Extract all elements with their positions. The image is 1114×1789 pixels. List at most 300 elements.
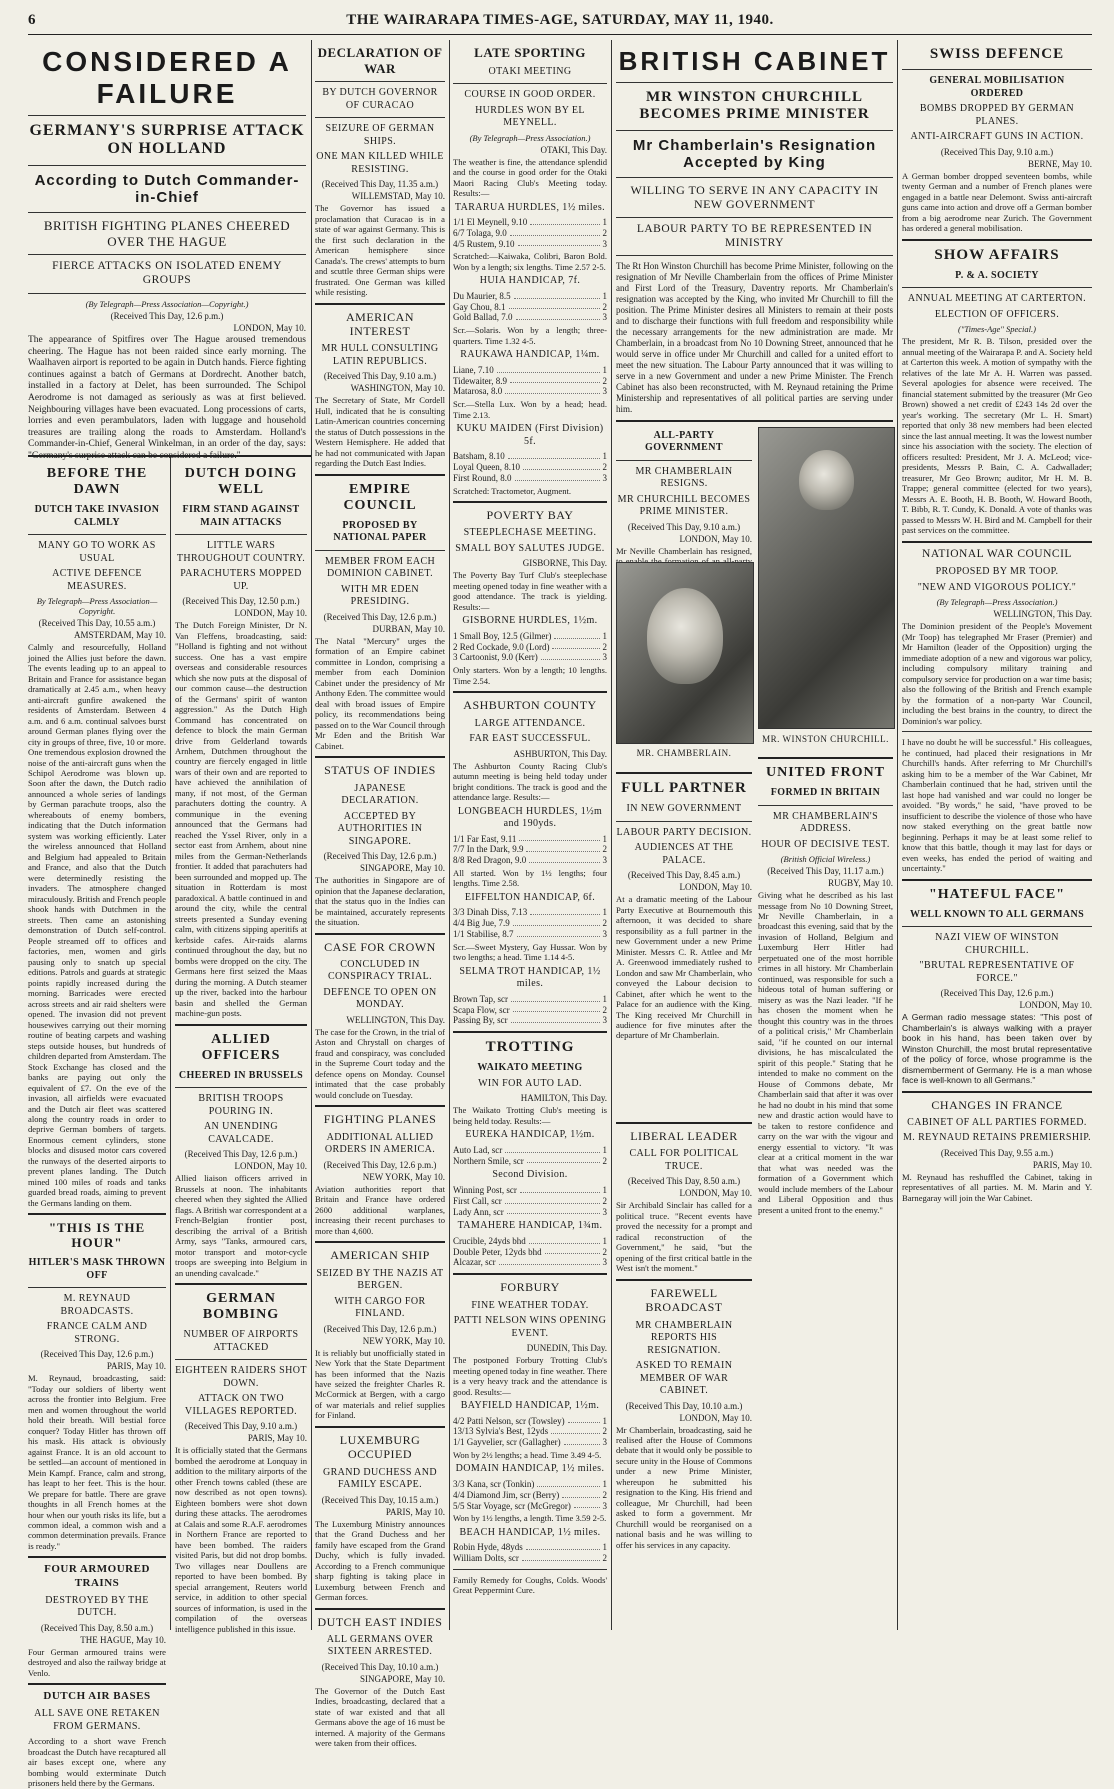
story-subhead: AUDIENCES AT THE PALACE. (634, 842, 734, 866)
horse-name: Liane, 7.10 (453, 364, 494, 375)
story-subhead: BOMBS DROPPED BY GERMAN PLANES. (919, 103, 1075, 127)
received-time: (Received This Day, 8.50 a.m.) (40, 1622, 154, 1633)
dateline: DURBAN, May 10. (372, 623, 445, 634)
race-results (453, 291, 607, 323)
dateline: DUNEDIN, This Day. (526, 1343, 607, 1354)
race-note: Only starters. Won by a length; 10 lengths. Time 2.54. (453, 665, 607, 686)
race-results (453, 994, 607, 1026)
dateline: LONDON, May 10. (233, 323, 306, 334)
horse-name: Du Maurier, 8.5 (453, 290, 511, 301)
story-headline: FIGHTING PLANES (323, 1112, 437, 1127)
race-result-row (453, 473, 607, 484)
cabinet-subhead: Mr Chamberlain's Resignation Accepted by King (632, 136, 877, 171)
dateline: LONDON, May 10. (234, 608, 307, 619)
story-headline: ASHBURTON COUNTY (463, 698, 597, 713)
placing: 2 (602, 1426, 607, 1437)
race-results (453, 1416, 607, 1448)
horse-name: 8/8 Red Dragon, 9.0 (453, 855, 527, 866)
article-body: Sir Archibald Sinclair has called for a political truce. "Recent events have proved the necessity for a prompt and radical reconstruction of the Government," he said, "but the opening of the first critical battle in the West isn't the moment." (616, 1200, 752, 1274)
horse-name: 1/1 Stabilise, 8.7 (453, 928, 514, 939)
race-result-row (453, 642, 607, 653)
received-time: (Received This Day, 8.50 a.m.) (627, 1176, 741, 1187)
horse-name: 4/5 Rustem, 9.10 (453, 238, 515, 249)
horse-name: 3 Cartoonist, 9.0 (Kerr) (453, 652, 538, 663)
race-title: GISBORNE HURDLES, 1½m. (462, 615, 598, 627)
article-body: At a dramatic meeting of the Labour Party Executive at Bournemouth this afternoon, it was decided to share responsibility as a full partner in the new Government under a new Prime Minister. Messrs C. R. Attlee and Mr A. Greenwood immediately rushed to London and saw Mr Chamberlain, who conveyed the Labour decision to Cabinet, after which he went to the Palace for an audience with the King. The King received Mr Churchill in audience for five minutes after the departure of Mr Chamberlain. (616, 894, 752, 1041)
race-result-row (453, 652, 607, 663)
horse-name: 4/4 Diamond Jim, scr (Berry) (453, 1489, 560, 1500)
story-subhead: "NEW AND VIGOROUS POLICY." (917, 581, 1077, 593)
received-time: (Received This Day, 10.15 a.m.) (321, 1494, 439, 1505)
article-body: The Waikato Trotting Club's meeting is being held today. Results:— (453, 1105, 607, 1126)
story-subhead: MANY GO TO WORK AS USUAL (38, 540, 156, 564)
horse-name: William Dolts, scr (453, 1553, 519, 1564)
horse-name: Winning Post, scr (453, 1184, 517, 1195)
story-subhead: CALL FOR POLITICAL TRUCE. (629, 1148, 739, 1172)
horse-name: Loyal Queen, 8.10 (453, 461, 520, 472)
horse-name: 1/1 Far East, 9.11 (453, 833, 517, 844)
race-result-row (453, 228, 607, 239)
story-subhead: FORMED IN BRITAIN (770, 787, 881, 799)
race-title: BAYFIELD HANDICAP, 1½m. (460, 1400, 600, 1412)
story-subhead: ALL GERMANS OVER SIXTEEN ARRESTED. (326, 1633, 434, 1658)
story-subhead: LABOUR PARTY DECISION. (616, 826, 752, 838)
received-time: (Received This Day, 12.50 p.m.) (182, 596, 300, 607)
race-result-row (453, 1185, 607, 1196)
race-result-row (453, 1145, 607, 1156)
lead-story (28, 40, 306, 461)
story-subhead: LITTLE WARS THROUGHOUT COUNTRY. (176, 540, 306, 564)
race-result-row (453, 1426, 607, 1437)
horse-name: 4/2 Patti Nelson, scr (Towsley) (453, 1415, 565, 1426)
dateline: PARIS, May 10. (1032, 1159, 1092, 1170)
story-subhead: NAZI VIEW OF WINSTON CHURCHILL. (935, 932, 1059, 956)
placing: 2 (602, 1195, 607, 1206)
chamberlain-photo (616, 562, 754, 744)
story-subhead: MR CHAMBERLAIN REPORTS HIS RESIGNATION. (635, 1319, 733, 1356)
article-body: The case for the Crown, in the trial of Aston and Chrystall on charges of fraud and conspiracy, was concluded in the Supreme Court today and the defence opens on Monday. Counsel intimated that the case probably would conclude on Tuesday. (315, 1026, 445, 1100)
story-subhead: HOUR OF DECISIVE TEST. (761, 838, 890, 850)
column-1a (28, 460, 167, 1789)
story-subhead: ALL SAVE ONE RETAKEN FROM GERMANS. (34, 1708, 160, 1732)
race-result-row (453, 312, 607, 323)
race-title: TAMAHERE HANDICAP, 1¾m. (457, 1220, 603, 1232)
race-result-row (453, 1501, 607, 1512)
race-note: Scratched: Tractometor, Augment. (453, 485, 572, 496)
story-subhead: NUMBER OF AIRPORTS ATTACKED (183, 1329, 299, 1353)
placing: 2 (602, 375, 607, 386)
story-headline: ALLIED OFFICERS (201, 1031, 281, 1063)
horse-name: Gay Chou, 8.1 (453, 301, 506, 312)
placing: 2 (602, 918, 607, 929)
race-title: KUKU MAIDEN (First Division) 5f. (456, 423, 604, 447)
story-headline: DUTCH EAST INDIES (317, 1614, 443, 1629)
horse-name: First Call, scr (453, 1195, 502, 1206)
placing: 2 (602, 461, 607, 472)
placing: 1 (602, 217, 607, 228)
dateline: PARIS, May 10. (106, 1361, 166, 1372)
race-result-row (453, 907, 607, 918)
story-headline: FULL PARTNER (621, 779, 747, 796)
dateline: AMSTERDAM, May 10. (73, 630, 166, 641)
story-subhead: BRITISH TROOPS POURING IN. (198, 1093, 284, 1117)
story-headline: NATIONAL WAR COUNCIL (922, 547, 1072, 560)
story-subhead: IN NEW GOVERNMENT (626, 803, 742, 815)
story-subhead: CABINET OF ALL PARTIES FORMED. (907, 1116, 1087, 1128)
received-time: (Received This Day, 12.6 p.m.) (323, 1159, 437, 1170)
horse-name: Gold Ballad, 7.0 (453, 312, 513, 323)
horse-name: Matarosa, 8.0 (453, 386, 503, 397)
placing: 1 (602, 1542, 607, 1553)
story-subhead: BY DUTCH GOVERNOR OF CURACAO (322, 87, 438, 111)
byline: ("Times-Age" Special.) (958, 324, 1036, 335)
placing: 2 (602, 1004, 607, 1015)
race-result-row (453, 918, 607, 929)
dateline: GISBORNE, This Day. (522, 558, 607, 569)
article-body: Aviation authorities report that Britain and France have ordered 2600 additional warplanes, increasing their recent purchases to more than 4,600. (315, 1183, 445, 1236)
story-subhead: MEMBER FROM EACH DOMINION CABINET. (324, 555, 436, 580)
lead-subhead: GERMANY'S SURPRISE ATTACK ON HOLLAND (29, 122, 305, 158)
placing: 3 (602, 1437, 607, 1448)
race-results (453, 1542, 607, 1564)
article-body: Mr Neville Chamberlain has resigned, (616, 545, 752, 556)
race-result-row (453, 1156, 607, 1167)
horse-name: 1 Small Boy, 12.5 (Gilmer) (453, 630, 552, 641)
article-body: The weather is fine, the attendance splendid and the course in good order for the Otaki Maori Racing Club's Meeting today. Results:— (453, 156, 607, 199)
received-time: (Received This Day, 10.55 a.m.) (38, 618, 156, 629)
dateline: PARIS, May 10. (385, 1506, 445, 1517)
article-body: It is reliably but unofficially stated in New York that the State Department has been informed that the Nazis have seized the freighter Charles R. McCormick at Bergen, with a cargo of war materials and relief supplies for Finland. (315, 1347, 445, 1421)
race-result-row (453, 994, 607, 1005)
story-subhead: WIN FOR AUTO LAD. (478, 1077, 582, 1089)
placing: 2 (602, 1246, 607, 1257)
race-note: Won by 2½ lengths; a head. Time 3.49 4-5. (453, 1449, 602, 1460)
race-title: RAUKAWA HANDICAP, 1¼m. (460, 349, 600, 361)
placing: 1 (602, 451, 607, 462)
race-result-row (453, 302, 607, 313)
horse-name: 1/1 El Meynell, 9.10 (453, 217, 528, 228)
horse-name: Northern Smile, scr (453, 1155, 524, 1166)
race-note: Scr.—Sweet Mystery, Gay Hussar. Won by two lengths; a head. Time 1.14 4-5. (453, 941, 607, 963)
received-time: (Received This Day, 9.10 a.m.) (323, 371, 437, 382)
story-subhead: STEEPLECHASE MEETING. (463, 527, 597, 539)
placing: 2 (602, 844, 607, 855)
dateline: LONDON, May 10. (1019, 1000, 1092, 1011)
race-result-row (453, 376, 607, 387)
story-headline: LATE SPORTING (474, 45, 586, 60)
received-time: (Received This Day, 12.6 p.m.) (323, 851, 437, 862)
byline: (British Official Wireless.) (780, 854, 871, 865)
story-headline: AMERICAN SHIP (330, 1248, 430, 1263)
received-time: (Received This Day, 11.35 a.m.) (321, 179, 439, 190)
story-subhead: FINE WEATHER TODAY. (471, 1299, 589, 1311)
lead-subhead: FIERCE ATTACKS ON ISOLATED ENEMY GROUPS (52, 260, 282, 287)
received-time: (Received This Day, 12.6 p.m.) (110, 311, 224, 322)
story-headline: "THIS IS THE HOUR" (48, 1220, 146, 1251)
dateline: WELLINGTON, This Day. (993, 609, 1092, 620)
byline: (By Telegraph—Press Association.) (469, 132, 591, 143)
placing: 3 (602, 1015, 607, 1026)
race-result-row (453, 386, 607, 397)
race-result-row (453, 291, 607, 302)
dateline: ASHBURTON, This Day. (513, 748, 607, 759)
race-result-row (453, 1542, 607, 1553)
placing: 1 (602, 364, 607, 375)
placing: 1 (602, 1478, 607, 1489)
race-result-row (453, 1437, 607, 1448)
photo-caption: MR. CHAMBERLAIN. (636, 747, 732, 758)
story-subhead: WELL KNOWN TO ALL GERMANS (909, 908, 1085, 920)
story-subhead: OTAKI MEETING (488, 65, 572, 77)
race-result-row (453, 1247, 607, 1258)
received-time: (Received This Day, 9.10 a.m.) (627, 521, 741, 532)
placing: 2 (602, 227, 607, 238)
dateline: SINGAPORE, May 10. (359, 863, 445, 874)
race-result-row (453, 1553, 607, 1564)
received-time: (Received This Day, 9.55 a.m.) (940, 1147, 1054, 1158)
horse-name: 7/7 In the Dark, 9.9 (453, 844, 524, 855)
dateline: BERNE, May 10. (1028, 158, 1092, 169)
dateline: SINGAPORE, May 10. (359, 1673, 445, 1684)
story-subhead: ASKED TO REMAIN MEMBER OF WAR CABINET. (635, 1360, 733, 1396)
column-5 (902, 40, 1092, 1630)
race-note: Scratched:—Kaiwaka, Colibri, Baron Bold. Won by a length; six lengths. Time 2.57 2-5. (453, 251, 607, 272)
horse-name: First Round, 8.0 (453, 472, 512, 483)
liberal-farewell-stories (616, 1117, 752, 1552)
story-subhead: FIRM STAND AGAINST MAIN ATTACKS (182, 504, 300, 528)
horse-name: 4/4 Big Jue, 7.9 (453, 918, 510, 929)
full-partner-story (616, 767, 752, 1117)
race-results (453, 1145, 607, 1167)
article-body: The appearance of Spitfires over The Hague aroused tremendous cheering. The Hague has not been raided since early morning. The Waalhaven airport is reported to be again in Dutch hands. Fierce fighting continues against a batch of Germans at Dordrecht. Another batch, installed in a factory at Delet, has been surrounded. The Schipol Aerodrome is not damaged as seriously as was at first believed. Neighbouring villages have been evacuated. Long processions of carts, lorries and even perambulators, laden with luggage and household treasures are trailing along the roads to Amsterdam. Holland's Commander-in-Chief, General Winkelman, in an order of the day, says: "Germany's surprise attack can be considered a failure." (28, 335, 306, 461)
story-headline: POVERTY BAY (486, 507, 574, 522)
masthead: THE WAIRARAPA TIMES-AGE, SATURDAY, MAY 11, 1940. (346, 12, 774, 28)
story-headline: FORBURY (500, 1280, 560, 1295)
received-time: (Received This Day, 10.10 a.m.) (625, 1400, 743, 1411)
placing: 1 (602, 907, 607, 918)
article-body: Giving what he described as his last message from No 10 Downing Street, Mr Neville Chamberlain, in a broadcast this evening, said that by the invasion of Holland, Belgium and Luxemburg Herr Hitler had perpetuated one of the most horrible crimes in all history. Mr Chamberlain continued, was responsible for such a hideous total of human suffering or misery as was the Nazi leader. "If he has chosen the moment when he thought this country was in the throes of a political crisis," Mr Chamberlain said, "if he counted on our internal divisions, he has miscalculated the spirit of this people." Stating that he intended to make no comment on the House of Commons debate, Mr Chamberlain said that after it was over he had no doubt in his mind that some new and drastic action would have to be taken to restore confidence and carry on the war with the vigour and energy essential to victory. "It was clear at a critical moment in the war that what was needed was the formation of a Government which would include members of the Labour and Liberal Opposition and thus present a united front to the enemy." (758, 890, 893, 1215)
column-2 (315, 40, 445, 1749)
article-body: The postponed Forbury Trotting Club's meeting opened today in fine weather. There is a very heavy track and the attendance is good. Results:— (453, 1355, 607, 1397)
race-result-row (453, 1479, 607, 1490)
placing: 3 (602, 312, 607, 323)
story-subhead: SMALL BOY SALUTES JUDGE. (455, 542, 605, 554)
story-subhead: DUTCH TAKE INVASION CALMLY (34, 504, 160, 528)
dateline: NEW YORK, May 10. (362, 1335, 445, 1346)
horse-name: Crucible, 24yds bhd (453, 1235, 526, 1246)
story-subhead: PROPOSED BY NATIONAL PAPER (333, 519, 427, 544)
page-number: 6 (28, 12, 36, 28)
race-results (453, 1236, 607, 1268)
divider (28, 455, 311, 457)
race-title: BEACH HANDICAP, 1½ miles. (459, 1526, 601, 1538)
story-subhead: LARGE ATTENDANCE. (474, 717, 586, 729)
horse-name: Passing By, scr (453, 1015, 508, 1026)
race-result-row (453, 929, 607, 940)
received-time: (Received This Day, 8.45 a.m.) (627, 870, 741, 881)
placing: 1 (602, 833, 607, 844)
article-body: A German radio message states: "This post of Chamberlain's is always walking with a prayer book in his hand, has been taken over by Winston Churchill, the most brutal representative of the policy of force, whose programme is the dismemberment of Germany. He is a man whose face is well-known to all Germans." (902, 1012, 1092, 1086)
horse-name: Brown Tap, scr (453, 993, 508, 1004)
dateline: WILLEMSTAD, May 10. (351, 191, 445, 202)
article-body: The Natal "Mercury" urges the formation of an Empire cabinet committee in London, comprising a member from each Dominion Cabinet under the presidency of Mr Anthony Eden. The committee would deal with broad issues of Empire policy, its recommendations being passed on to the War Council through Mr Eden and the British War Cabinet. (315, 635, 445, 751)
story-subhead: PROPOSED BY MR TOOP. (935, 566, 1059, 578)
race-note: Scr.—Stella Lux. Won by a head; head. Time 2.13. (453, 399, 607, 420)
story-subhead: FAR EAST SUCCESSFUL. (469, 733, 591, 745)
received-time: (Received This Day, 9.10 a.m.) (184, 1421, 298, 1432)
story-headline: EMPIRE COUNCIL (343, 481, 417, 513)
story-subhead: WAIKATO MEETING (477, 1062, 583, 1074)
horse-name: 13/13 Sylvia's Best, 12yds (453, 1426, 549, 1437)
received-time: (Received This Day, 10.10 a.m.) (321, 1661, 439, 1672)
story-headline: ALL-PARTY GOVERNMENT (645, 429, 723, 454)
placing: 1 (602, 1144, 607, 1155)
race-title: DOMAIN HANDICAP, 1½ miles. (455, 1463, 605, 1475)
placing: 1 (602, 1184, 607, 1195)
horse-name: Alcazar, scr (453, 1257, 496, 1268)
column-rule (611, 40, 612, 1630)
story-subhead: ANNUAL MEETING AT CARTERTON. (907, 293, 1087, 305)
photo-caption: MR. WINSTON CHURCHILL. (762, 733, 889, 744)
article-body: Mr Chamberlain, broadcasting, said he realised after the House of Commons debate that it would only be possible to secure unity in the House of Commons under a new Prime Minister, whereupon he submitted his resignation to the King. His friend and colleague, Mr Churchill, had been asked to form a government. Mr Churchill would be reorganised on a national basis and he was willing to offer his services in any capacity. (616, 1424, 752, 1550)
story-headline: LIBERAL LEADER (630, 1128, 738, 1143)
race-result-row (453, 451, 607, 462)
story-subhead: ELECTION OF OFFICERS. (934, 308, 1060, 320)
story-headline: AMERICAN INTEREST (345, 309, 414, 338)
race-result-row (453, 1015, 607, 1026)
dateline: WELLINGTON, This Day. (346, 1014, 445, 1025)
article-body: Calmly and resourcefully, Holland joined the Allies just before the dawn. The events leading up to an appeal to Britain and France for assistance began dramatically at 2.45 a.m., when heavy anti-aircraft gunfire awakened the residents of Amsterdam. Between 4 a.m. and 6 a.m. continual salvoes burst around German planes flying over the city in groups of three, five, 10 or more. One tremendous explosion drowned the noise of the anti-aircraft guns when the Schipol Aerodrome was blown up. Soon after the dawn, the Dutch radio announced a whole series of landings by German parachute troops, also the whereabouts of enemy bombers, indicating that the Dutch information system was working efficiently. Later the wireless announced that Holland and Belgium had appealed to Britain and France, and also that the Dutch were determinedly resisting the invaders. The atmosphere changed miraculously. British and French people shook hands with Dutchmen in the streets. Then came an astonishing demonstration of Dutch self-control. People streamed off to offices and factories, men, women and girls pausing only to snatch up special editions. Patrols and guards at strategic points rapidly increased during the morning. Barricades were erected across streets and air raid shelters were opened. The invasion did not prevent housewives carrying out their morning routine of beating carpets and washing steps outside houses, but hundreds of children departed from Amsterdam. The Stock Exchange has closed and the banks are paying out only the equivalent of £7. On the eve of the invasion, all airfields were evacuated and the Dutch air fleet was scattered along the country roads in order to deprive German bombers of targets. Enormous cement cylinders, stone blocks and disused motor cars covered the runways of the deserted airports to prevent planes landing. The Dutch mined 100 miles of roads and tanks guarded bread roads, aiming to prevent the Germans landing on them. (28, 642, 167, 1208)
article-body: The Dominion president of the People's Movement (Mr Toop) has telegraphed Mr Fraser (Premier) and Mr Hamilton (leader of the Opposition) urging the immediate adoption of a new and vigorous war policy, including compulsory military training and compulsory service for production on a war time basis; also the following of the British and French example by the formation of a non-party War Council, including the best brains in the country, to direct the Dominion's war policy. (902, 621, 1092, 726)
story-headline: TROTTING (485, 1039, 575, 1056)
received-time: (Received This Day, 12.6 p.m.) (184, 1149, 298, 1160)
placing: 1 (602, 993, 607, 1004)
story-subhead: ACCEPTED BY AUTHORITIES IN SINGAPORE. (337, 810, 423, 847)
dateline: PARIS, May 10. (247, 1433, 307, 1444)
cabinet-headline: BRITISH CABINET (618, 46, 891, 76)
placing: 3 (602, 472, 607, 483)
placing: 3 (602, 1257, 607, 1268)
placing: 1 (602, 290, 607, 301)
story-subhead: "BRUTAL REPRESENTATIVE OF FORCE." (919, 960, 1075, 984)
advertisement: Family Remedy for Coughs, Colds. Woods' Great Peppermint Cure. (453, 1574, 607, 1596)
story-headline: DUTCH AIR BASES (43, 1690, 151, 1703)
article-body: According to a short wave French broadcast the Dutch have recaptured all air bases except one, where any bombing would exterminate Dutch prisoners held there by the Germans. (28, 1736, 166, 1789)
race-result-row (453, 1490, 607, 1501)
race-result-row (453, 239, 607, 250)
article-body: The authorities in Singapore are of opinion that the Japanese declaration, that the status quo in the Indies can be maintained, accurately represents the situation. (315, 875, 445, 928)
column-rule (897, 40, 898, 1630)
article-body: A German bomber dropped seventeen bombs, while twenty German and a number of French planes were engaged in a battle near Delemont. Swiss anti-aircraft guns came into action and drove off a German bomber from a big aerodrome near Zurich. The Government has ordered a general mobilisation. (902, 170, 1092, 234)
dateline: WASHINGTON, May 10. (350, 383, 445, 394)
race-results (453, 217, 607, 249)
byline: (By Telegraph—Press Association—Copyright.) (85, 299, 249, 310)
story-headline: "HATEFUL FACE" (929, 886, 1065, 902)
dateline: HAMILTON, This Day. (520, 1093, 607, 1104)
race-result-row (453, 217, 607, 228)
story-subhead: MR CHURCHILL BECOMES PRIME MINISTER. (617, 493, 751, 518)
story-subhead: WITH MR EDEN PRESIDING. (340, 583, 420, 608)
story-headline: DUTCH DOING WELL (184, 466, 298, 498)
story-headline: CHANGES IN FRANCE (931, 1097, 1063, 1112)
story-subhead: GENERAL MOBILISATION ORDERED (929, 75, 1065, 99)
story-headline: DECLARATION OF WAR (317, 45, 443, 76)
received-time: (Received This Day, 12.6 p.m.) (323, 611, 437, 622)
story-subhead: MR CHAMBERLAIN RESIGNS. (635, 465, 733, 490)
story-subhead: CONCLUDED IN CONSPIRACY TRIAL. (327, 958, 433, 983)
story-subhead: JAPANESE DECLARATION. (341, 782, 419, 807)
story-headline: FOUR ARMOURED TRAINS (44, 1563, 150, 1589)
horse-name: 3/3 Dinah Diss, 7.13 (453, 907, 528, 918)
article-body: The Luxemburg Ministry announces that the Grand Duchess and her family have escaped from the Grand Duchy, which is fully invaded. According to a French communique sharp fighting is taking place in Luxemburg between French and German forces. (315, 1518, 445, 1603)
race-note: All started. Won by 1½ lengths; four lengths. Time 2.58. (453, 867, 607, 889)
article-body: The Governor has issued a proclamation that Curacao is in a state of war against Germany. This is the first such declaration in the American hemisphere since Canada's. The crews' attempts to burn and scuttle three German ships were frustrated. One German was killed while resisting. (315, 203, 445, 298)
race-result-row (453, 834, 607, 845)
page-header (28, 10, 1092, 35)
article-body: It is officially stated that the Germans bombed the aerodrome at Lonquay in addition to the military airports of the other French towns cabled (these are now described as not open towns). Eighteen bombers were shot down during these attacks. The aerodromes at Calais and some R.A.F. aerodromes in Northern France are reported to have been bombed. The raiders visited Paris, but did not drop bombs. Two villages near Doullens are reported to have been bombed. By special arrangement, Reuters world service, in addition to other special sources of information, is used in the compilation of the overseas intelligence published in this issue. (175, 1445, 307, 1634)
horse-name: Auto Lad, scr (453, 1144, 503, 1155)
race-result-row (453, 631, 607, 642)
story-subhead: HURDLES WON BY EL MEYNELL. (475, 104, 585, 129)
placing: 2 (602, 641, 607, 652)
race-title: HUIA HANDICAP, 7f. (479, 275, 581, 287)
story-headline: GERMAN BOMBING (202, 1291, 280, 1323)
horse-name: Scapa Flow, scr (453, 1004, 510, 1015)
story-headline: SHOW AFFAIRS (934, 246, 1060, 263)
story-subhead: MR HULL CONSULTING LATIN REPUBLICS. (321, 343, 439, 367)
horse-name: 2 Red Cockade, 9.0 (Lord) (453, 641, 550, 652)
race-note: Scr.—Solaris. Won by a length; three-quarters. Time 1.32 4-5. (453, 325, 607, 346)
dateline: LONDON, May 10. (679, 533, 752, 544)
horse-name: 5/5 Star Voyage, scr (McGregor) (453, 1500, 571, 1511)
article-body: I have no doubt he will be successful." His colleagues, he continued, had placed their resignations in Mr Churchill's hands. After referring to Mr Churchill's asking him to be a member of the War Cabinet, Mr Chamberlain continued that he had, striven until the last hope had vanished and war could no longer be avoided. "By words," he said, "have proved to be insufficient to describe the violence of those who have now staked everything on the great battle now beginning. Perhaps it may be at least some relief to know that this battle, though it may last for days or even weeks, has ended the period of waiting and uncertainty." (902, 737, 1092, 874)
story-subhead: COURSE IN GOOD ORDER. (464, 89, 596, 101)
story-subhead: ANTI-AIRCRAFT GUNS IN ACTION. (910, 131, 1084, 143)
race-results (453, 451, 607, 483)
horse-name: 1/1 Gayvelier, scr (Gallagher) (453, 1437, 561, 1448)
story-subhead: PATTI NELSON WINS OPENING EVENT. (453, 1315, 607, 1339)
horse-name: Double Peter, 12yds bhd (453, 1246, 542, 1257)
cabinet-subhead: LABOUR PARTY TO BE REPRESENTED IN MINISTRY (636, 222, 873, 249)
race-result-row (453, 844, 607, 855)
placing: 1 (602, 630, 607, 641)
race-result-row (453, 365, 607, 376)
story-headline: UNITED FRONT (766, 764, 885, 780)
received-time: (Received This Day, 11.17 a.m.) (767, 866, 884, 877)
story-headline: BEFORE THE DAWN (46, 466, 148, 498)
story-subhead: HITLER'S MASK THROWN OFF (28, 1257, 166, 1281)
story-headline: CASE FOR CROWN (324, 939, 436, 954)
story-subhead: ATTACK ON TWO VILLAGES REPORTED. (184, 1393, 298, 1417)
dateline: OTAKI, This Day. (540, 144, 607, 155)
dateline: RUGBY, May 10. (828, 878, 893, 889)
horse-name: 6/7 Tolaga, 9.0 (453, 227, 507, 238)
story-headline: SWISS DEFENCE (929, 46, 1065, 62)
dateline: LONDON, May 10. (679, 882, 752, 893)
dateline: LONDON, May 10. (679, 1412, 752, 1423)
horse-name: Lady Ann, scr (453, 1206, 504, 1217)
dateline: LONDON, May 10. (234, 1161, 307, 1172)
placing: 3 (602, 1206, 607, 1217)
article-body: The Poverty Bay Turf Club's steeplechase meeting opened today in fine weather with a good attendance. The track is yielding. Results:— (453, 570, 607, 612)
cabinet-subhead: WILLING TO SERVE IN ANY CAPACITY IN NEW GOVERNMENT (630, 183, 879, 212)
race-title: EIFFELTON HANDICAP, 6f. (464, 891, 596, 903)
received-time: (Received This Day, 12.6 p.m.) (40, 1349, 154, 1360)
column-rule (311, 40, 312, 1630)
story-subhead: PARACHUTERS MOPPED UP. (180, 568, 302, 592)
placing: 1 (602, 1235, 607, 1246)
horse-name: Tidewaiter, 8.9 (453, 375, 508, 386)
